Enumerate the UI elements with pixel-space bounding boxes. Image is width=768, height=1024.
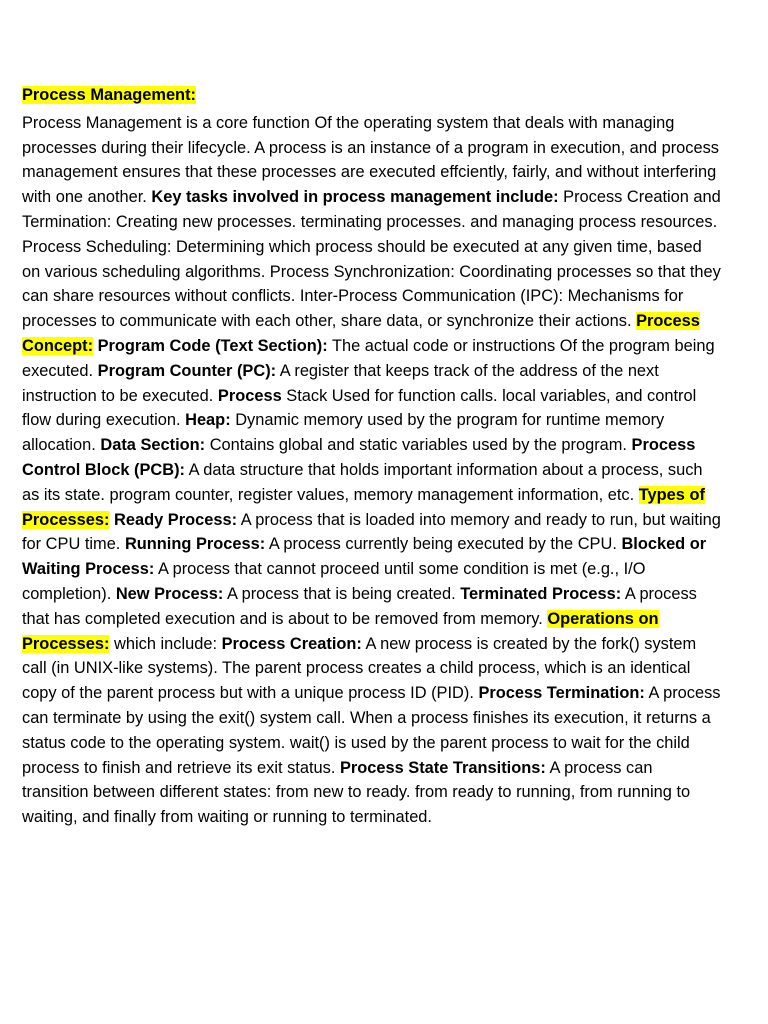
title-line <box>22 83 722 108</box>
document-page <box>22 83 722 830</box>
types-of-processes-heading: Types of Processes: <box>22 485 705 529</box>
process-termination-text: A process can terminate by using the exit() system call. When a process finishes its execution, it returns a status code to the operating system. wait() is used by the parent process to wait for the child process to finish and retrieve its exit status. <box>22 684 721 777</box>
process-concept-heading: Process Concept: <box>22 312 700 355</box>
state-transitions-text: A process can transition between different states: from new to ready. from ready to running, from running to waiting, and finally from waiting or running to terminated. <box>22 758 691 827</box>
state-transitions-label: Process State Transitions: <box>339 758 546 777</box>
heap-text: Dynamic memory used by the program for runtime memory allocation. <box>22 411 665 455</box>
blocked-process-text: A process that cannot proceed until some condition is met (e.g., I/O completion). <box>22 560 646 603</box>
ready-process-label: Ready Process: <box>114 510 238 529</box>
heap-label: Heap: <box>185 411 231 430</box>
process-creation-label: Process Creation: <box>221 634 362 653</box>
process-creation-text: A new process is created by the fork() system call (in UNIX-like systems). The parent process creates a child process, which is an identical copy of the parent process but with a unique process ID (PID). <box>22 634 697 703</box>
program-code-text: The actual code or instructions Of the program being executed. <box>22 336 715 380</box>
terminated-process-text: A process that has completed execution and is about to be removed from memory. <box>22 584 697 628</box>
key-tasks-label: Key tasks involved in process management include: <box>151 188 559 207</box>
program-counter-label: Program Counter (PC): <box>97 361 277 380</box>
operations-intro: which include: <box>114 634 218 653</box>
running-process-text: A process currently being executed by the CPU. <box>268 535 617 554</box>
process-stack-text: Stack Used for function calls. local variables, and control flow during execution. <box>22 386 697 430</box>
program-counter-text: A register that keeps track of the address of the next instruction to be executed. <box>22 361 659 405</box>
pcb-text: A data structure that holds important information about a process, such as its state. program counter, register values, memory management information, etc. <box>22 460 703 504</box>
new-process-label: New Process: <box>115 584 224 603</box>
key-tasks-text: Process Creation and Termination: Creating new processes. terminating processes. and managing process resources. Process Scheduling: Determining which process should be executed at any given time, based on various scheduling algorithms. Process Synchronization: Coordinating processes so that they can share resources without conflicts. Inter-Process Communication (IPC): Mechanisms for processes to communicate with each other, share data, or synchronize their actions. <box>22 188 721 331</box>
page-title: Process Management: <box>22 86 196 104</box>
terminated-process-label: Terminated Process: <box>460 584 622 603</box>
process-stack-label: Process <box>217 386 282 405</box>
data-section-label: Data Section: <box>100 436 206 455</box>
data-section-text: Contains global and static variables used by the program. <box>209 436 627 455</box>
ready-process-text: A process that is loaded into memory and ready to run, but waiting for CPU time. <box>22 510 721 554</box>
program-code-label: Program Code (Text Section): <box>97 336 328 355</box>
intro-text: Process Management is a core function Of the operating system that deals with managing processes during their lifecycle. A process is an instance of a program in execution, and process management ensures that these processes are executed effciently, fairly, and without interfering with one another. <box>22 113 719 207</box>
process-termination-label: Process Termination: <box>478 684 645 703</box>
operations-heading: Operations on Processes: <box>22 609 659 653</box>
body-paragraph <box>22 111 722 830</box>
new-process-text: A process that is being created. <box>227 584 456 603</box>
running-process-label: Running Process: <box>124 535 266 554</box>
pcb-label: Process Control Block (PCB): <box>22 436 696 479</box>
blocked-process-label: Blocked or Waiting Process: <box>22 535 707 579</box>
